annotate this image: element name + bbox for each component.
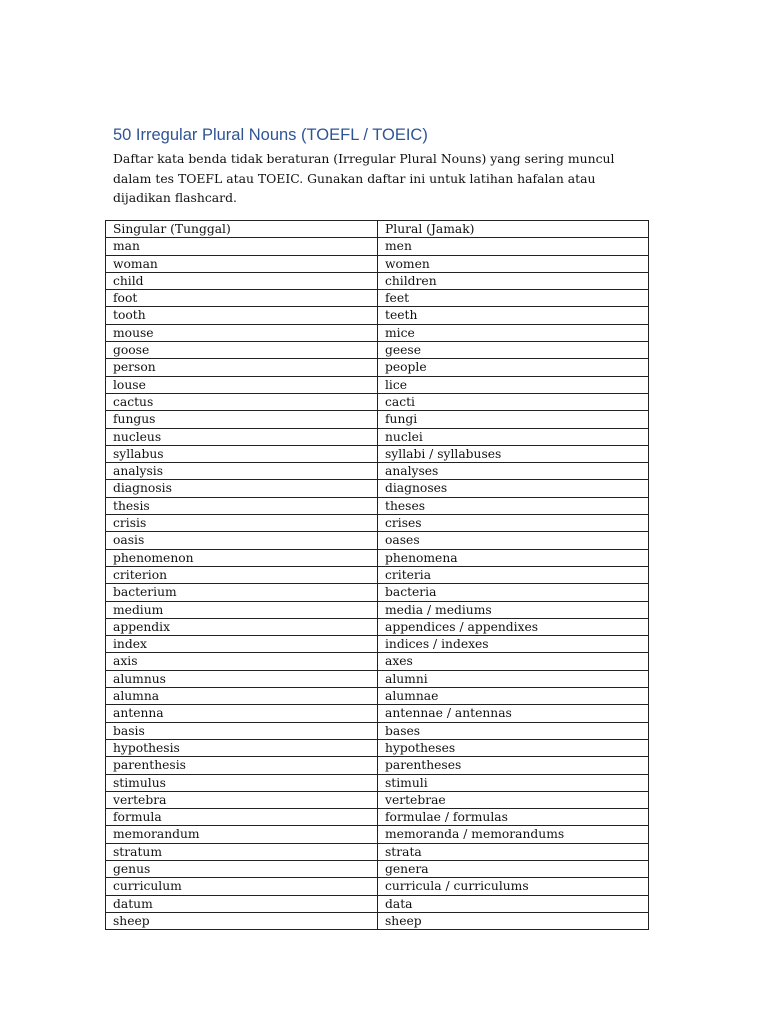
table-row — [106, 307, 649, 324]
table-row — [106, 290, 649, 307]
singular-cell: phenomenon — [106, 549, 378, 566]
plural-cell: axes — [378, 653, 649, 670]
plural-cell: antennae / antennas — [378, 705, 649, 722]
table-row — [106, 324, 649, 341]
plural-cell: theses — [378, 497, 649, 514]
table-row — [106, 480, 649, 497]
document-title: 50 Irregular Plural Nouns (TOEFL / TOEIC) — [113, 126, 428, 144]
plural-cell: children — [378, 272, 649, 289]
plural-cell: geese — [378, 342, 649, 359]
plural-cell: fungi — [378, 411, 649, 428]
singular-cell: alumna — [106, 688, 378, 705]
plural-cell: analyses — [378, 463, 649, 480]
singular-cell: oasis — [106, 532, 378, 549]
table-row — [106, 359, 649, 376]
singular-cell: memorandum — [106, 826, 378, 843]
singular-cell: medium — [106, 601, 378, 618]
table-row — [106, 653, 649, 670]
singular-cell: parenthesis — [106, 757, 378, 774]
singular-cell: man — [106, 238, 378, 255]
plural-cell: parentheses — [378, 757, 649, 774]
singular-cell: child — [106, 272, 378, 289]
table-row — [106, 843, 649, 860]
table-row — [106, 601, 649, 618]
table-row — [106, 584, 649, 601]
singular-cell: genus — [106, 860, 378, 877]
table-row — [106, 532, 649, 549]
singular-cell: goose — [106, 342, 378, 359]
plural-cell: oases — [378, 532, 649, 549]
plural-cell: teeth — [378, 307, 649, 324]
plural-cell: phenomena — [378, 549, 649, 566]
table-header-row — [106, 221, 649, 238]
table-row — [106, 739, 649, 756]
table-row — [106, 791, 649, 808]
plural-cell: hypotheses — [378, 739, 649, 756]
singular-cell: tooth — [106, 307, 378, 324]
table-row — [106, 411, 649, 428]
plural-cell: vertebrae — [378, 791, 649, 808]
plural-cell: curricula / curriculums — [378, 878, 649, 895]
table-row — [106, 428, 649, 445]
singular-cell: curriculum — [106, 878, 378, 895]
header-plural: Plural (Jamak) — [378, 221, 649, 238]
plural-cell: formulae / formulas — [378, 809, 649, 826]
plural-cell: alumni — [378, 670, 649, 687]
table-row — [106, 618, 649, 635]
singular-cell: hypothesis — [106, 739, 378, 756]
plural-cell: crises — [378, 515, 649, 532]
table-row — [106, 497, 649, 514]
plural-cell: lice — [378, 376, 649, 393]
table-row — [106, 463, 649, 480]
singular-cell: datum — [106, 895, 378, 912]
plural-nouns-table — [105, 220, 649, 930]
singular-cell: person — [106, 359, 378, 376]
plural-cell: criteria — [378, 566, 649, 583]
singular-cell: sheep — [106, 912, 378, 929]
singular-cell: crisis — [106, 515, 378, 532]
singular-cell: analysis — [106, 463, 378, 480]
singular-cell: woman — [106, 255, 378, 272]
singular-cell: fungus — [106, 411, 378, 428]
plural-cell: diagnoses — [378, 480, 649, 497]
plural-cell: feet — [378, 290, 649, 307]
table-row — [106, 912, 649, 929]
table-row — [106, 757, 649, 774]
table-row — [106, 878, 649, 895]
plural-cell: sheep — [378, 912, 649, 929]
singular-cell: nucleus — [106, 428, 378, 445]
singular-cell: vertebra — [106, 791, 378, 808]
plural-cell: strata — [378, 843, 649, 860]
singular-cell: antenna — [106, 705, 378, 722]
table-row — [106, 393, 649, 410]
plural-cell: bacteria — [378, 584, 649, 601]
plural-cell: nuclei — [378, 428, 649, 445]
plural-cell: appendices / appendixes — [378, 618, 649, 635]
singular-cell: cactus — [106, 393, 378, 410]
plural-cell: mice — [378, 324, 649, 341]
singular-cell: mouse — [106, 324, 378, 341]
plural-cell: media / mediums — [378, 601, 649, 618]
plural-cell: women — [378, 255, 649, 272]
table-row — [106, 515, 649, 532]
table-row — [106, 774, 649, 791]
table-row — [106, 445, 649, 462]
table-row — [106, 688, 649, 705]
singular-cell: basis — [106, 722, 378, 739]
table-row — [106, 376, 649, 393]
table-row — [106, 255, 649, 272]
plural-cell: stimuli — [378, 774, 649, 791]
intro-paragraph: Daftar kata benda tidak beraturan (Irregular Plural Nouns) yang sering muncul dalam tes TOEFL atau TOEIC. Gunakan daftar ini untuk latihan hafalan atau dijadikan flashcard. — [113, 151, 615, 205]
table-row — [106, 238, 649, 255]
plural-cell: genera — [378, 860, 649, 877]
table-row — [106, 860, 649, 877]
plural-cell: cacti — [378, 393, 649, 410]
singular-cell: stratum — [106, 843, 378, 860]
table-row — [106, 342, 649, 359]
singular-cell: criterion — [106, 566, 378, 583]
plural-cell: people — [378, 359, 649, 376]
plural-cell: bases — [378, 722, 649, 739]
table-row — [106, 272, 649, 289]
singular-cell: appendix — [106, 618, 378, 635]
singular-cell: louse — [106, 376, 378, 393]
header-singular: Singular (Tunggal) — [106, 221, 378, 238]
table-row — [106, 636, 649, 653]
singular-cell: alumnus — [106, 670, 378, 687]
table-header — [106, 221, 649, 238]
table-row — [106, 670, 649, 687]
singular-cell: thesis — [106, 497, 378, 514]
table-row — [106, 826, 649, 843]
table-body — [106, 238, 649, 930]
singular-cell: diagnosis — [106, 480, 378, 497]
plural-cell: men — [378, 238, 649, 255]
table-row — [106, 566, 649, 583]
plural-cell: alumnae — [378, 688, 649, 705]
plural-cell: data — [378, 895, 649, 912]
singular-cell: syllabus — [106, 445, 378, 462]
table-row — [106, 722, 649, 739]
plural-cell: memoranda / memorandums — [378, 826, 649, 843]
table-row — [106, 705, 649, 722]
singular-cell: index — [106, 636, 378, 653]
singular-cell: formula — [106, 809, 378, 826]
table-row — [106, 549, 649, 566]
singular-cell: axis — [106, 653, 378, 670]
singular-cell: stimulus — [106, 774, 378, 791]
table-row — [106, 895, 649, 912]
table-row — [106, 809, 649, 826]
plural-cell: syllabi / syllabuses — [378, 445, 649, 462]
singular-cell: foot — [106, 290, 378, 307]
plural-cell: indices / indexes — [378, 636, 649, 653]
singular-cell: bacterium — [106, 584, 378, 601]
